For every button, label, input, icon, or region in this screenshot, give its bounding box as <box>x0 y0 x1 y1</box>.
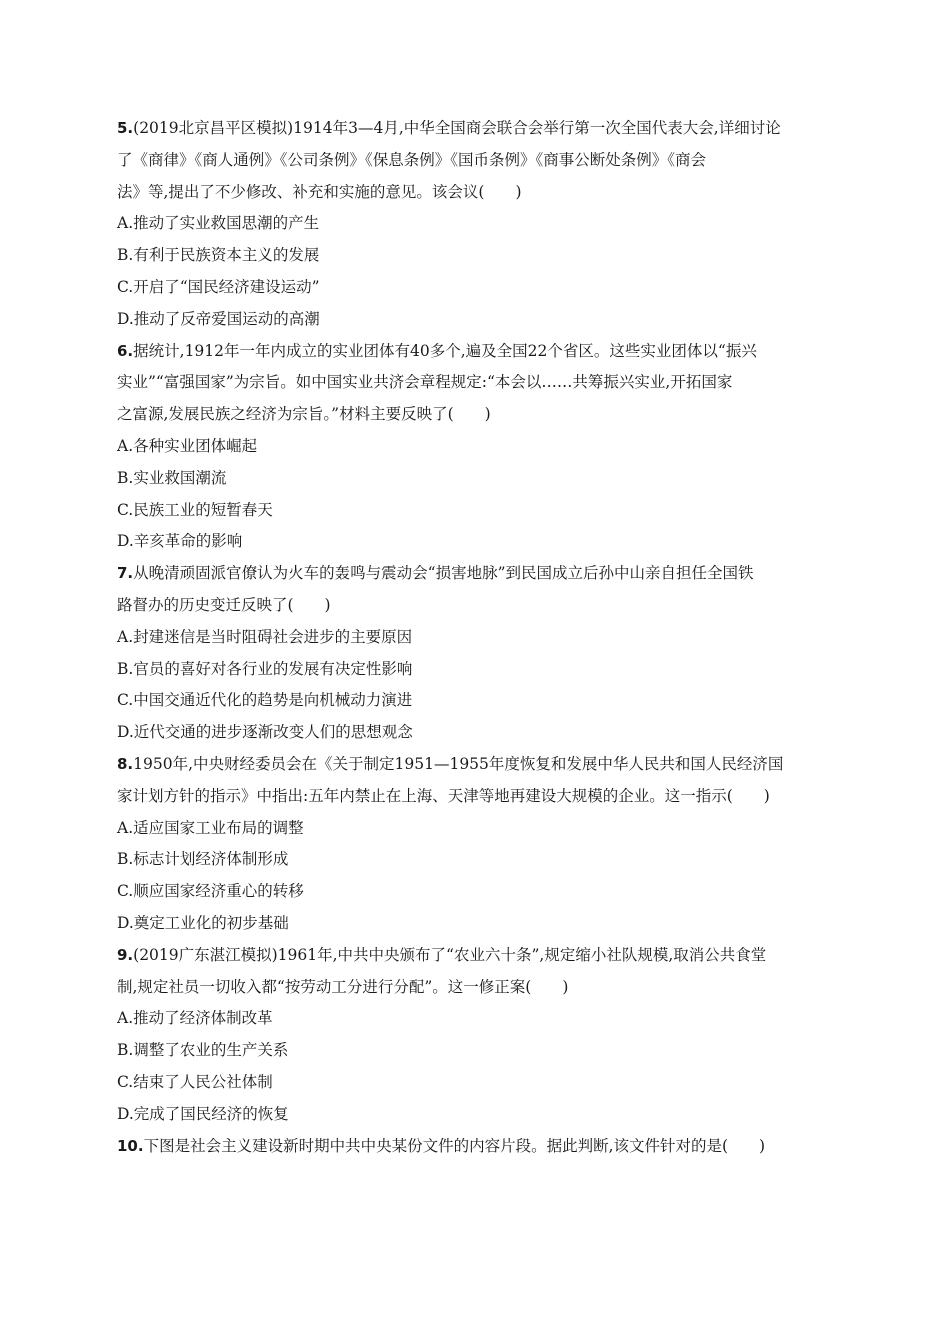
answer-option-D[interactable]: D.辛亥革命的影响 <box>117 532 243 551</box>
answer-option-A[interactable]: A.适应国家工业布局的调整 <box>117 818 304 837</box>
answer-option-B[interactable]: B.标志计划经济体制形成 <box>117 850 289 869</box>
answer-option-B[interactable]: B.官员的喜好对各行业的发展有决定性影响 <box>117 659 413 678</box>
answer-option-C[interactable]: C.民族工业的短暂春天 <box>117 500 273 519</box>
question-number: 10. <box>117 1136 144 1155</box>
question-number: 5. <box>117 119 134 137</box>
question-stem-line <box>117 781 837 813</box>
answer-option-D[interactable]: D.近代交通的进步逐渐改变人们的思想观念 <box>117 723 413 742</box>
question-6 <box>117 336 837 559</box>
answer-option-B[interactable]: B.实业救国潮流 <box>117 468 227 487</box>
question-text: 从晚清顽固派官僚认为火车的轰鸣与震动会“损害地脉”到民国成立后孙中山亲自担任全国铁 <box>133 564 754 583</box>
question-text: 法》等,提出了不少修改、补充和实施的意见。该会议( ) <box>117 182 522 201</box>
question-text: 之富源,发展民族之经济为宗旨。”材料主要反映了( ) <box>117 405 491 424</box>
question-text: 实业”“富强国家”为宗旨。如中国实业共济会章程规定:“本会以……共筹振兴实业,开拓国家 <box>117 373 733 392</box>
question-number: 9. <box>117 945 134 964</box>
question-text: (2019北京昌平区模拟)1914年3—4月,中华全国商会联合会举行第一次全国代表大会,详细讨论 <box>133 119 781 137</box>
answer-option-A[interactable]: A.推动了经济体制改革 <box>117 1009 273 1028</box>
question-stem-line <box>117 558 837 590</box>
question-7 <box>117 558 837 749</box>
answer-option-B[interactable]: B.调整了农业的生产关系 <box>117 1041 289 1060</box>
answer-option-C[interactable]: C.结束了人民公社体制 <box>117 1072 273 1091</box>
document-page <box>117 113 837 1162</box>
question-stem-line <box>117 972 837 1004</box>
question-text: 1950年,中央财经委员会在《关于制定1951—1955年度恢复和发展中华人民共和国人民经济国 <box>133 754 784 773</box>
question-text: 制,规定社员一切收入都“按劳动工分进行分配”。这一修正案( ) <box>117 977 569 996</box>
question-stem-line <box>117 177 837 209</box>
question-stem-line <box>117 367 837 399</box>
question-text: 路督办的历史变迁反映了( ) <box>117 595 331 614</box>
answer-option-A[interactable]: A.推动了实业救国思潮的产生 <box>117 214 320 233</box>
question-stem-line <box>117 749 837 781</box>
answer-option-D[interactable]: D.推动了反帝爱国运动的高潮 <box>117 309 320 328</box>
question-stem-line <box>117 1131 837 1163</box>
question-stem-line <box>117 399 837 431</box>
answer-option-D[interactable]: D.完成了国民经济的恢复 <box>117 1104 289 1123</box>
question-stem-line <box>117 145 837 177</box>
answer-option-C[interactable]: C.顺应国家经济重心的转移 <box>117 882 304 901</box>
question-stem-line <box>117 590 837 622</box>
answer-option-D[interactable]: D.奠定工业化的初步基础 <box>117 913 289 932</box>
question-stem-line <box>117 940 837 972</box>
question-10 <box>117 1131 837 1163</box>
question-8 <box>117 749 837 940</box>
answer-option-A[interactable]: A.封建迷信是当时阻碍社会进步的主要原因 <box>117 627 413 646</box>
question-9 <box>117 940 837 1131</box>
question-5 <box>117 113 837 336</box>
question-number: 8. <box>117 754 134 773</box>
question-number: 7. <box>117 564 134 583</box>
question-text: 了《商律》《商人通例》《公司条例》《保息条例》《国币条例》《商事公断处条例》《商会 <box>117 150 707 169</box>
question-stem-line <box>117 336 837 368</box>
answer-option-A[interactable]: A.各种实业团体崛起 <box>117 436 258 455</box>
question-text: (2019广东湛江模拟)1961年,中共中央颁布了“农业六十条”,规定缩小社队规模,取消公共食堂 <box>133 945 767 964</box>
question-number: 6. <box>117 341 134 360</box>
answer-option-C[interactable]: C.中国交通近代化的趋势是向机械动力演进 <box>117 691 413 710</box>
question-text: 据统计,1912年一年内成立的实业团体有40多个,遍及全国22个省区。这些实业团体以“振兴 <box>133 341 757 360</box>
question-stem-line <box>117 113 837 145</box>
answer-option-B[interactable]: B.有利于民族资本主义的发展 <box>117 246 320 265</box>
question-text: 家计划方针的指示》中指出:五年内禁止在上海、天津等地再建设大规模的企业。这一指示( ) <box>117 786 770 805</box>
question-text: 下图是社会主义建设新时期中共中央某份文件的内容片段。据此判断,该文件针对的是( ) <box>143 1136 766 1155</box>
answer-option-C[interactable]: C.开启了“国民经济建设运动” <box>117 277 320 296</box>
